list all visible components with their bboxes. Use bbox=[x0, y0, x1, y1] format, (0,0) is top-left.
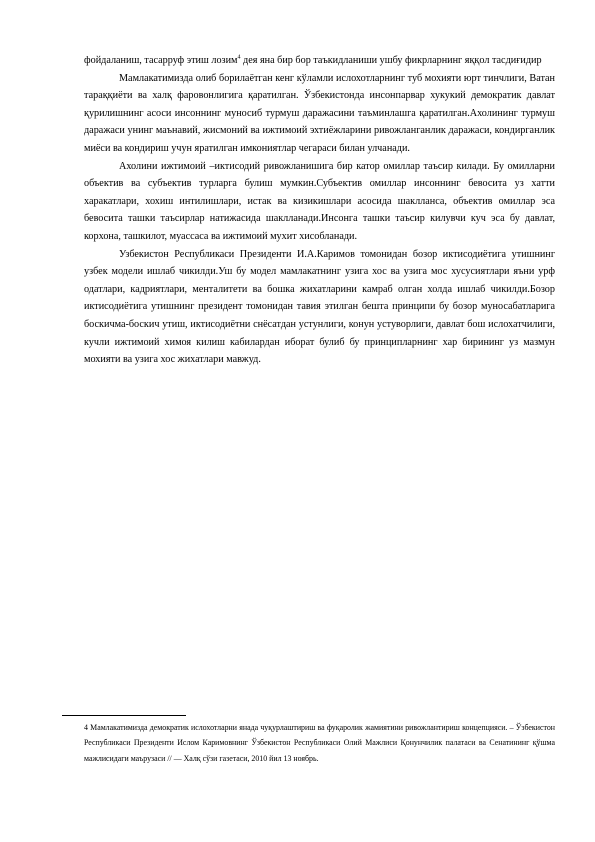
paragraph-4: Узбекистон Республикаси Президенти И.А.Каримов томонидан бозор иктисодиётига утишнинг узбек модели ишлаб чикилди.Уш бу модел мамлакатнинг узига хос ва узига мос хусусиятлари яъни урф одатлари, кадриятлари, менталитети ва бошка жихатларини камраб олган холда ишлаб чикилди.Бозор иктисодиётига утишнинг президент томонидан тавия этилган бешта принципи бу бозор муносабатларига боскичма-боскич утиш, иктисодиётни снёсатдан устунлиги, конун устуворлиги, давлат бош ислохатчилиги, кучли ижтимоий химоя килиш кабилардан иборат булиб бу принципларнинг хар бирининг уз мазмун мохияти ва узига хос жихатлари мавжуд. bbox=[84, 248, 555, 366]
paragraph-3: Ахолини ижтимоий –иктисодий ривожланишига бир катор омиллар таъсир килади. Бу омилларни объектив ва субъектив турларга булиш мумкин.Субъектив омиллар инсоннинг бевосита уз хатти харакатлари, хохиш интилишлари, истак ва кизикишлари асосида шаклланса, объектив омиллар эса бевосита ташки таъсирлар натижасида шаклланади.Инсонга ташки таъсир килувчи куч эса бу давлат, корхона, ташкилот, муассаса ва ижтимоий мухит хисобланади. bbox=[84, 160, 555, 242]
paragraph-1-text-end: дея яна бир бор таъкидланиши ушбу фикрларнинг яққол тасдиғидир bbox=[240, 55, 542, 66]
footnote-reference[interactable]: 4 bbox=[237, 54, 241, 61]
footnote-text: 4 Мамлакатимизда демократик ислохотларни янада чуқурлаштириш ва фуқаролик жамиятини ривожлантириш концепцияси. – Ўзбекистон Республикаси Президенти Ислом Каримовнинг Ўзбекистон Республикаси Олий Мажлиси Қонунчилик палатаси ва Сенатининг қўшма мажлисидаги маърузаси // — Халқ сўзи газетаси, 2010 йил 13 ноябрь. bbox=[84, 723, 555, 763]
paragraph-continuation bbox=[84, 52, 555, 70]
paragraph-1-text: фойдаланиш, тасарруф этиш лозим bbox=[84, 55, 238, 66]
document-body bbox=[84, 52, 555, 369]
footnote-separator bbox=[62, 715, 186, 716]
paragraph-2: Мамлакатимизда олиб борилаётган кенг кўламли ислохотларнинг туб мохияти юрт тинчлиги, Ватан тараққиёти ва халқ фаровонлигига қаратилган. Ўзбекистонда инсонпарвар хукукий демократик давлат қурилишнинг асоси инсоннинг муносиб турмуш даражасини таъминлашга қаратилган.Ахолининг турмуш даражаси унинг маънавий, жисмоний ва ижтимоий эхтиёжларини ривожланганлик даражаси, кондирганлик миёси ва кондириш учун яратилган имкониятлар чегараси билан улчанади. bbox=[84, 72, 555, 154]
